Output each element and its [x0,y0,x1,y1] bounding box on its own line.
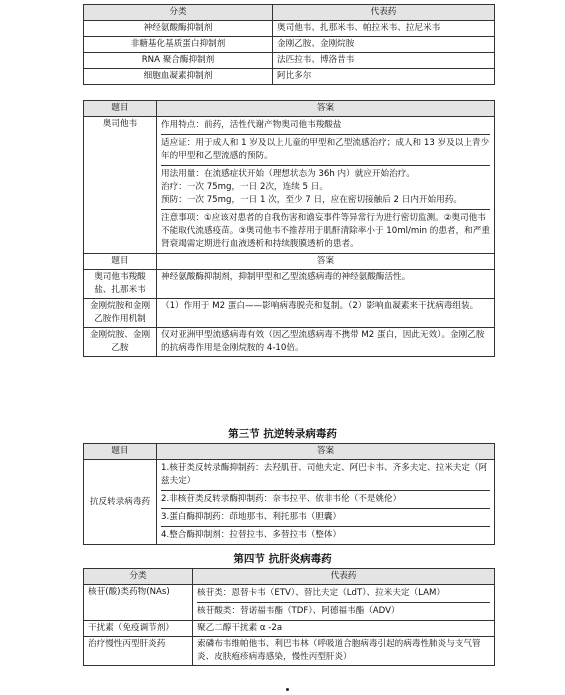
category-cell: RNA 聚合酶抑制剂 [84,53,273,69]
antiflu-class-table [83,4,495,85]
table-row [84,270,495,299]
table-header-row [84,101,495,117]
table-header-row [84,5,495,21]
column-header: 分类 [84,569,193,585]
table-row [84,299,495,328]
drug-cell: 金刚乙胺、金刚烷胺 [273,37,495,53]
table-row [84,21,495,37]
indications-text: 适应证：用于成人和 1 岁及以上儿童的甲型和乙型流感治疗；成人和 13 岁及以上青少年的甲型和乙型流感的预防。 [161,135,490,166]
column-header: 题目 [84,101,157,117]
category-cell: 非糖基化基质蛋白抑制剂 [84,37,273,53]
table-row [84,328,495,357]
features-text: 作用特点：前药，活性代谢产物奥司他韦羧酸盐 [161,117,490,135]
topic-cell: 抗反转录病毒药 [84,460,157,545]
antiflu-qa-table [83,100,495,357]
table-row [84,637,495,666]
topic-cell: 金刚烷胺和金刚乙胺作用机制 [84,299,157,328]
table-row [84,460,495,545]
table-row [84,53,495,69]
table-header-row [84,444,495,460]
column-header: 分类 [84,5,273,21]
column-header: 答案 [157,101,495,117]
usage-block [161,166,490,210]
column-header: 答案 [157,444,495,460]
section-3-title: 第三节 抗逆转录病毒药 [228,428,337,440]
answer-cell: （1）作用于 M2 蛋白——影响病毒脱壳和复制。（2）影响血凝素来干扰病毒组装。 [157,299,495,328]
antiretroviral-table [83,443,495,545]
topic-cell: 奥司他韦 [84,117,157,254]
list-item: 1.核苷类反转录酶抑制药：去羟肌苷、司他夫定、阿巴卡韦、齐多夫定、拉米夫定（阿兹夫定） [161,460,490,491]
category-cell: 细胞血凝素抑制剂 [84,69,273,85]
drug-cell [193,585,495,621]
answer-cell: 神经氨酸酶抑制剂，抑制甲型和乙型流感病毒的神经氨酸酶活性。 [157,270,495,299]
antihepatitis-table [83,568,495,666]
category-cell: 核苷(酸)类药物(NAs) [84,585,193,621]
column-header: 答案 [157,254,495,270]
topic-cell: 奥司他韦羧酸盐、扎那米韦 [84,270,157,299]
drug-cell: 奥司他韦、扎那米韦、帕拉米韦、拉尼米韦 [273,21,495,37]
drug-line: 核苷酸类：替诺福韦酯（TDF）、阿德福韦酯（ADV） [197,606,400,616]
column-header: 题目 [84,444,157,460]
table-subheader-row [84,254,495,270]
drug-cell: 阿比多尔 [273,69,495,85]
list-item: 3.蛋白酶抑制药：茚地那韦、利托那韦（胆囊） [161,509,490,527]
table-row [84,69,495,85]
table-row [84,621,495,637]
drug-cell: 法匹拉韦、博洛昔韦 [273,53,495,69]
section-4-title: 第四节 抗肝炎病毒药 [233,553,332,565]
table-row [84,37,495,53]
answer-cell [157,117,495,254]
treatment-text: 治疗：一次 75mg，一日 2次，连续 5 日。 [161,182,328,192]
usage-text: 用法用量：在流感症状开始（理想状态为 36h 内）就应开始治疗。 [161,169,415,179]
drug-line: 核苷类：恩替卡韦（ETV）、替比夫定（LdT）、拉米夫定（LAM） [197,585,490,603]
answer-cell [157,460,495,545]
table-row [84,117,495,254]
answer-cell: 仅对亚洲甲型流感病毒有效（因乙型流感病毒不携带 M2 蛋白，因此无效）。金刚乙胺的抗病毒作用是金刚烷胺的 4-10倍。 [157,328,495,357]
drug-cell: 索磷布韦维帕他韦、利巴韦林（呼吸道合胞病毒引起的病毒性肺炎与支气管炎、皮肤疱疹病毒感染，慢性丙型肝炎） [193,637,495,666]
list-item: 4.整合酶抑制剂：拉替拉韦、多替拉韦（整体） [161,530,342,540]
table-row [84,585,495,621]
column-header: 题目 [84,254,157,270]
column-header: 代表药 [273,5,495,21]
category-cell: 干扰素（免疫调节剂） [84,621,193,637]
table-header-row [84,569,495,585]
category-cell: 治疗慢性丙型肝炎药 [84,637,193,666]
list-item: 2.非核苷类反转录酶抑制药：奈韦拉平、依非韦伦（不是姚伦） [161,491,490,509]
notes-text: 注意事项：①应该对患者的自我伤害和谵妄事件等异常行为进行密切监测。②奥司他韦不能取代流感疫苗。③奥司他韦不推荐用于肌酐清除率小于 10ml/min 的患者，和严重肾衰竭需定期进行血液透析和持续腹膜透析的患者。 [161,213,490,249]
column-header: 代表药 [193,569,495,585]
category-cell: 神经氨酸酶抑制剂 [84,21,273,37]
prevention-text: 预防：一次 75mg，一日 1 次，至少 7 日，应在密切接触后 2 日内开始用药。 [161,195,462,205]
topic-cell: 金刚烷胺、金刚乙胺 [84,328,157,357]
drug-cell: 聚乙二醇干扰素 α -2a [193,621,495,637]
page-dot [286,688,289,691]
